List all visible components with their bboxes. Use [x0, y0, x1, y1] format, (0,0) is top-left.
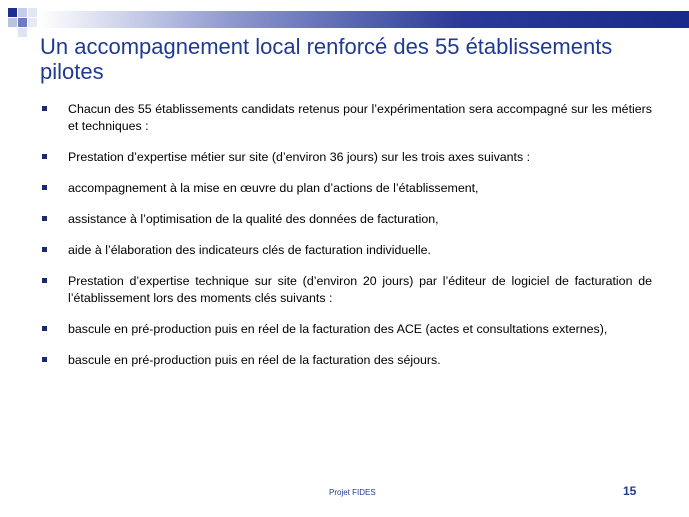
bullet-item	[38, 273, 652, 307]
bullet-text: Chacun des 55 établissements candidats retenus pour l’expérimentation sera accompagné sur les métiers et techniques :	[68, 102, 652, 133]
slide-title: Un accompagnement local renforcé des 55 établissements pilotes	[40, 34, 613, 84]
bullet-list	[38, 101, 652, 383]
bullet-item	[38, 321, 652, 338]
bullet-text: assistance à l’optimisation de la qualité des données de facturation,	[68, 212, 439, 226]
decorative-square	[28, 18, 37, 27]
square-bullet-icon	[42, 216, 47, 221]
square-bullet-icon	[42, 185, 47, 190]
bullet-item	[38, 180, 652, 197]
decorative-square	[18, 8, 27, 17]
footer-project-name: Projet FIDES	[329, 488, 376, 497]
bullet-item	[38, 149, 652, 166]
decorative-square	[8, 18, 17, 27]
bullet-item	[38, 211, 652, 228]
square-bullet-icon	[42, 278, 47, 283]
square-bullet-icon	[42, 106, 47, 111]
bullet-item	[38, 242, 652, 259]
bullet-text: Prestation d’expertise métier sur site (d’environ 36 jours) sur les trois axes suivants :	[68, 150, 531, 164]
decorative-square	[8, 8, 17, 17]
bullet-text: bascule en pré-production puis en réel de la facturation des ACE (actes et consultations externes),	[68, 322, 608, 336]
bullet-text: accompagnement à la mise en œuvre du plan d’actions de l’établissement,	[68, 181, 479, 195]
decorative-square	[18, 28, 27, 37]
square-bullet-icon	[42, 154, 47, 159]
header-gradient-bar	[40, 11, 689, 28]
bullet-item	[38, 101, 652, 135]
square-bullet-icon	[42, 326, 47, 331]
decorative-square	[28, 8, 37, 17]
square-bullet-icon	[42, 357, 47, 362]
bullet-text: aide à l’élaboration des indicateurs clés de facturation individuelle.	[68, 243, 431, 257]
square-bullet-icon	[42, 247, 47, 252]
decorative-square	[18, 18, 27, 27]
bullet-text: Prestation d’expertise technique sur site (d’environ 20 jours) par l’éditeur de logiciel de facturation de l’établissement lors des moments clés suivants :	[68, 274, 652, 305]
bullet-item	[38, 352, 652, 369]
page-number: 15	[623, 484, 637, 498]
bullet-text: bascule en pré-production puis en réel de la facturation des séjours.	[68, 353, 441, 367]
